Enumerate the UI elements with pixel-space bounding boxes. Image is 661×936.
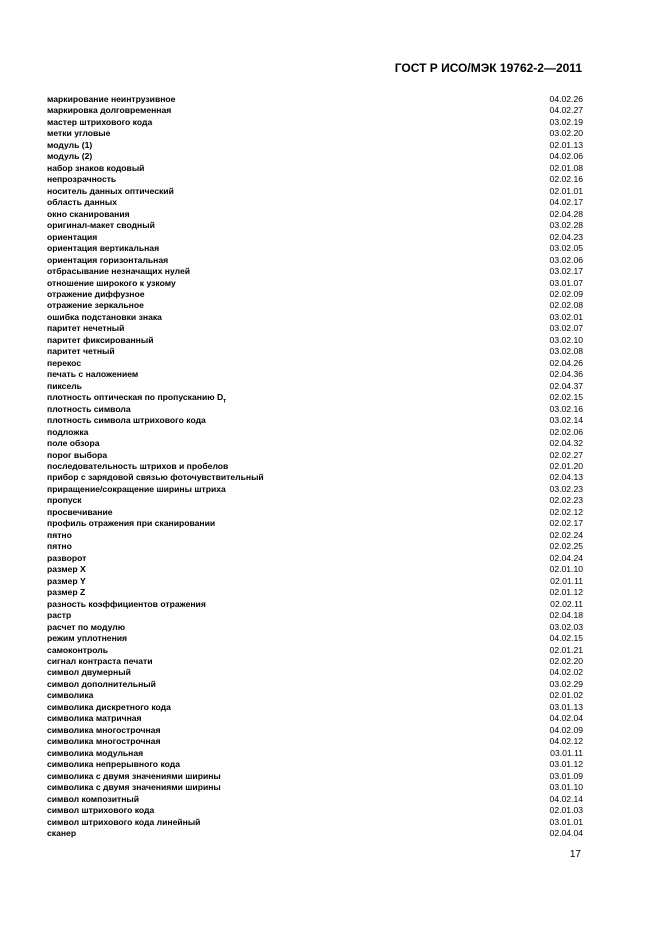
index-entry [47,633,583,644]
index-term-subscript: т [223,398,227,405]
index-term [47,232,97,243]
index-term [47,805,154,816]
index-term-text: паритет четный [47,346,115,357]
index-term [47,645,108,656]
index-term [47,255,168,266]
index-term-text: пропуск [47,495,82,506]
index-entry [47,771,583,782]
index-term [47,438,100,449]
index-entry [47,541,583,552]
index-term-text: ошибка подстановки знака [47,311,162,322]
index-entry [47,690,583,701]
index-entry [47,163,583,174]
index-term [47,94,175,105]
index-term-text: пятно [47,541,72,552]
index-entry [47,346,583,357]
index-entry [47,392,583,403]
index-term-text: сигнал контраста печати [47,655,153,666]
index-term-text: маркирование неинтрузивное [47,94,176,104]
index-entry [47,266,583,277]
index-entry [47,530,583,541]
index-entry [47,300,583,311]
index-code: 02.02.06 [549,426,583,437]
index-term [47,507,113,518]
index-entry [47,599,583,610]
index-term-text: модуль (1) [47,139,93,150]
index-entry [47,289,583,300]
index-term [47,530,72,541]
index-term [47,266,190,277]
index-term [47,599,206,610]
index-code: 03.02.06 [549,254,583,265]
index-code: 03.02.05 [549,243,583,254]
index-term [47,128,110,139]
document-header: ГОСТ Р ИСО/МЭК 19762-2—2011 [394,61,582,75]
index-entry [47,759,583,770]
index-entry [47,484,583,495]
index-code: 03.02.19 [549,116,583,127]
index-term-text: размер Y [47,575,86,586]
index-code: 03.01.07 [549,277,583,288]
index-term [47,472,264,483]
index-term [47,817,200,828]
index-term [47,404,131,415]
index-term [47,415,206,426]
index-code: 04.02.12 [549,736,583,747]
index-entry [47,576,583,587]
index-term [47,656,153,667]
index-term [47,151,92,162]
index-code: 02.02.24 [549,529,583,540]
index-term-text: символика многострочная [47,736,161,747]
index-term [47,622,125,633]
index-code: 04.02.17 [549,197,583,208]
index-term-text: отражение зеркальное [47,300,144,311]
index-term-text: символ композитный [47,793,140,804]
index-term [47,725,160,736]
index-entry [47,438,583,449]
index-term-text: профиль отражения при сканировании [47,518,216,529]
index-term-text: перекос [47,357,82,368]
index-term [47,163,144,174]
index-term [47,713,142,724]
index-entry [47,151,583,162]
index-code: 02.02.12 [549,506,583,517]
index-code: 03.02.14 [549,415,583,426]
index-code: 03.02.23 [549,483,583,494]
index-term-text: отбрасывание незначащих нулей [47,266,191,277]
index-entry [47,794,583,805]
index-entry [47,140,583,151]
index-code: 03.01.10 [549,782,583,793]
index-term [47,667,131,678]
index-term [47,335,153,346]
index-entry [47,736,583,747]
index-term [47,690,93,701]
index-term [47,736,160,747]
index-term-text: непрозрачность [47,174,117,185]
index-code: 02.04.18 [549,610,583,621]
index-code: 04.02.02 [549,667,583,678]
index-term [47,828,76,839]
index-term-text: символика матричная [47,713,142,724]
index-code: 02.01.21 [549,644,583,655]
page-number: 17 [569,849,581,860]
index-term [47,702,171,713]
index-term [47,278,176,289]
index-entry [47,702,583,713]
index-term [47,243,159,254]
index-term-text: символ штрихового кода линейный [47,816,201,827]
index-term-text: растр [47,610,72,621]
index-term-text: символика непрерывного кода [47,759,180,770]
index-entry [47,667,583,678]
index-term [47,587,85,598]
index-term-text: паритет фиксированный [47,334,154,345]
index-term-text: печать с наложением [47,369,139,380]
index-entry [47,725,583,736]
index-term [47,484,226,495]
index-term-text: пиксель [47,380,82,391]
index-code: 02.02.25 [549,541,583,552]
index-entry [47,472,583,483]
index-term-text: разворот [47,552,87,563]
index-code: 02.04.24 [549,552,583,563]
index-entry [47,174,583,185]
index-entry [47,656,583,667]
index-term [47,140,92,151]
index-entry [47,278,583,289]
index-entry [47,507,583,518]
index-term-text: плотность символа [47,403,131,414]
index-term-text: последовательность штрихов и пробелов [47,461,229,471]
index-term-text: модуль (2) [47,151,93,162]
index-term [47,553,86,564]
index-code: 02.01.02 [549,690,583,701]
index-code: 02.02.11 [550,598,583,609]
index-code: 02.02.08 [549,300,583,311]
index-entry [47,518,583,529]
index-code: 03.02.07 [549,323,583,334]
index-code: 02.02.09 [549,288,583,299]
index-term [47,794,139,805]
index-term-text: порог выбора [47,449,108,460]
index-term [47,564,86,575]
index-entry [47,128,583,139]
index-term [47,186,174,197]
index-code: 03.01.13 [549,701,583,712]
index-term-text: плотность оптическая по пропусканию D [47,392,224,403]
index-term [47,679,156,690]
index-entry [47,564,583,575]
index-entry [47,117,583,128]
index-entry [47,232,583,243]
index-term [47,174,116,185]
index-code: 04.02.26 [549,94,583,104]
index-term [47,461,228,472]
index-term [47,117,152,128]
index-term [47,576,86,587]
index-code: 02.04.13 [549,472,583,483]
index-term [47,346,115,357]
index-term-text: набор знаков кодовый [47,162,145,173]
index-entry [47,220,583,231]
index-term-text: символика [47,690,94,701]
index-term [47,541,72,552]
index-term-text: символ штрихового кода [47,805,155,816]
index-term-text: символика дискретного кода [47,701,171,712]
index-entry [47,312,583,323]
index-term [47,759,180,770]
index-entry [47,186,583,197]
index-entry [47,748,583,759]
index-term [47,220,155,231]
index-code: 04.02.15 [549,633,583,644]
index-entry [47,622,583,633]
index-code: 02.01.03 [549,805,583,816]
index-term [47,771,221,782]
index-entry [47,243,583,254]
index-entry [47,679,583,690]
index-term-text: окно сканирования [47,208,130,219]
index-term-text: пятно [47,529,72,540]
index-code: 03.01.11 [550,747,583,758]
index-entry [47,105,583,116]
index-term [47,495,82,506]
index-term [47,312,162,323]
index-code: 03.02.28 [549,220,583,231]
index-code: 02.04.36 [549,369,583,380]
index-term [47,633,127,644]
index-code: 03.02.10 [549,334,583,345]
index-code: 02.01.13 [549,139,583,150]
index-term-text: оригинал-макет сводный [47,220,155,231]
index-term-text: отношение широкого к узкому [47,277,176,288]
index-term [47,518,215,529]
index-term-text: носитель данных оптический [47,185,174,196]
index-entry [47,209,583,220]
index-term-text: размер Z [47,587,86,598]
index-term-text: плотность символа штрихового кода [47,415,206,426]
index-term-text: прибор с зарядовой связью фоточувствительный [47,472,264,483]
index-entry [47,450,583,461]
index-code: 02.02.27 [549,449,583,460]
index-code: 03.02.03 [549,621,583,632]
index-term-text: мастер штрихового кода [47,116,153,127]
index-entry [47,805,583,816]
index-code: 03.02.16 [549,403,583,414]
index-term-text: разность коэффициентов отражения [47,598,206,609]
index-term [47,289,145,300]
index-term [47,358,81,369]
index-term [47,427,88,438]
index-entry [47,369,583,380]
index-entry [47,94,583,105]
index-entry [47,335,583,346]
index-term-text: область данных [47,197,117,208]
index-code: 02.01.11 [550,575,583,586]
index-entry [47,587,583,598]
index-code: 02.04.32 [549,438,583,449]
index-entry [47,645,583,656]
index-entry [47,415,583,426]
index-term-text: самоконтроль [47,644,109,655]
index-code: 02.04.23 [549,231,583,242]
index-code: 03.01.09 [549,770,583,781]
index-term [47,323,124,334]
index-term-text: символика многострочная [47,724,161,735]
index-entry [47,495,583,506]
index-term-text: маркировка долговременная [47,105,172,116]
index-term-text: подложка [47,426,89,437]
index-term [47,197,117,208]
index-code: 02.01.12 [549,587,583,598]
index-code: 02.04.28 [549,208,583,219]
index-term-text: поле обзора [47,438,100,449]
index-term-text: символ дополнительный [47,678,156,689]
index-entry [47,817,583,828]
index-entry [47,255,583,266]
index-term-text: символика с двумя значениями ширины [47,782,221,793]
index-code: 04.02.04 [549,713,583,724]
index-term-text: паритет нечетный [47,323,125,334]
index-code: 02.02.17 [549,518,583,529]
index-code: 02.01.08 [549,162,583,173]
index-code: 03.02.08 [549,346,583,357]
index-code: 02.04.26 [549,357,583,368]
index-entry [47,828,583,839]
index-code: 02.01.01 [549,185,583,196]
index-entry [47,404,583,415]
index-entry [47,323,583,334]
index-term-text: ориентация [47,231,98,242]
index-term-text: режим уплотнения [47,633,128,644]
index-entry [47,197,583,208]
index-term-text: метки угловые [47,128,111,139]
index-entry [47,713,583,724]
index-code: 04.02.06 [549,151,583,162]
index-term-text: расчет по модулю [47,621,126,632]
index-entry [47,610,583,621]
index-term [47,450,107,461]
index-term [47,300,144,311]
index-term-text: размер X [47,564,86,575]
index-code: 04.02.14 [549,793,583,804]
index-term [47,209,130,220]
index-term [47,782,221,793]
index-term-text: ориентация горизонтальная [47,254,169,265]
index-term-text: ориентация вертикальная [47,243,160,254]
index-term-text: просвечивание [47,506,113,517]
index-term [47,381,82,392]
index-code: 02.02.15 [549,392,583,403]
index-code: 02.01.20 [549,461,583,471]
index-code: 04.02.27 [549,105,583,116]
index-term-text: символика с двумя значениями ширины [47,770,221,781]
index-term [47,105,171,116]
index-term [47,748,143,759]
index-entry [47,358,583,369]
index-code: 02.02.20 [549,655,583,666]
index-term [47,369,138,380]
term-index-list [47,94,583,839]
index-code: 02.01.10 [549,564,583,575]
index-term-text: приращение/сокращение ширины штриха [47,483,226,494]
index-term-text: символика модульная [47,747,144,758]
index-entry [47,381,583,392]
index-code: 02.04.04 [549,828,583,838]
index-code: 02.02.16 [549,174,583,185]
index-entry [47,553,583,564]
index-entry [47,427,583,438]
index-code: 03.02.17 [549,266,583,277]
index-term-text: отражение диффузное [47,288,145,299]
index-term [47,610,71,621]
index-code: 03.02.01 [549,311,583,322]
index-code: 02.02.23 [549,495,583,506]
index-code: 04.02.09 [549,724,583,735]
index-entry [47,782,583,793]
index-code: 03.01.01 [549,816,583,827]
index-code: 03.02.29 [549,678,583,689]
index-term-text: сканер [47,828,77,838]
index-code: 02.04.37 [549,380,583,391]
index-term-text: символ двумерный [47,667,131,678]
index-code: 03.02.20 [549,128,583,139]
index-code: 03.01.12 [549,759,583,770]
index-entry [47,461,583,472]
